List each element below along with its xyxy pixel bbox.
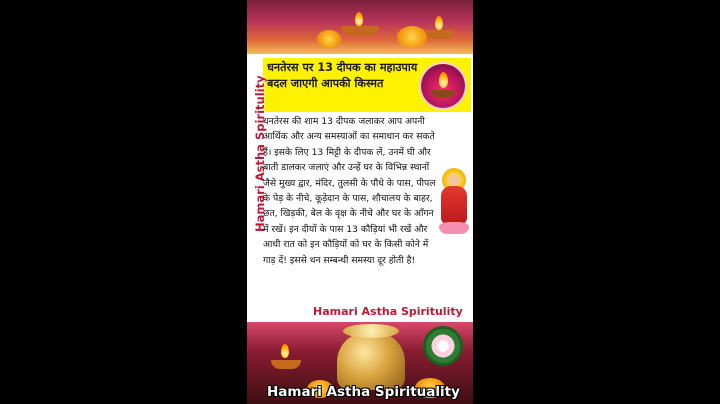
diya-icon (425, 30, 455, 39)
title-banner (263, 58, 471, 112)
flower-bouquet-icon (423, 326, 463, 366)
marigold-decoration (317, 30, 341, 48)
vertical-watermark: Hamari Astha Spiritulity (253, 75, 267, 232)
diya-icon (421, 64, 465, 108)
marigold-decoration (397, 26, 427, 48)
diya-flame-icon (281, 344, 289, 358)
channel-title: Hamari Astha Spirituality (267, 384, 460, 400)
diya-photo-top (247, 0, 473, 54)
goddess-lakshmi-image (439, 168, 469, 238)
gold-pot-icon (337, 332, 405, 390)
diya-flame-icon (355, 12, 363, 26)
channel-watermark: Hamari Astha Spiritulity (313, 305, 463, 318)
diya-flame-icon (435, 16, 443, 30)
diya-icon (341, 26, 379, 35)
post-body: धनतेरस की शाम 13 दीपक जलाकर आप अपनी आर्थिक और अन्य समस्याओं का समाधान कर सकते हैं। इसके लिए 13 मिट्टी के दीपक लें, उनमें घी और बाती डालकर जलाएं और उन्हें घर के विभिन्न स्थानों जैसे मुख्य द्वार, मंदिर, तुलसी के पौधे के पास, पीपल के पेड़ के नीचे, कूड़ेदान के पास, शौचालय के बाहर, छत, खिड़की, बेल के वृक्ष के नीचे और घर के आँगन में रखें। इन दीयों के पास 13 कौड़ियां भी रखें और आधी रात को इन कौड़ियों को घर के किसी कोने में गाड़ दें! इससे धन सम्बन्धी समस्या दूर होती है! (263, 116, 436, 266)
coins-icon (343, 324, 399, 338)
diya-icon (271, 360, 301, 369)
post-title: धनतेरस पर 13 दीपक का महाउपाय बदल जाएगी आपकी किस्मत (267, 61, 418, 90)
post-card (247, 0, 473, 404)
